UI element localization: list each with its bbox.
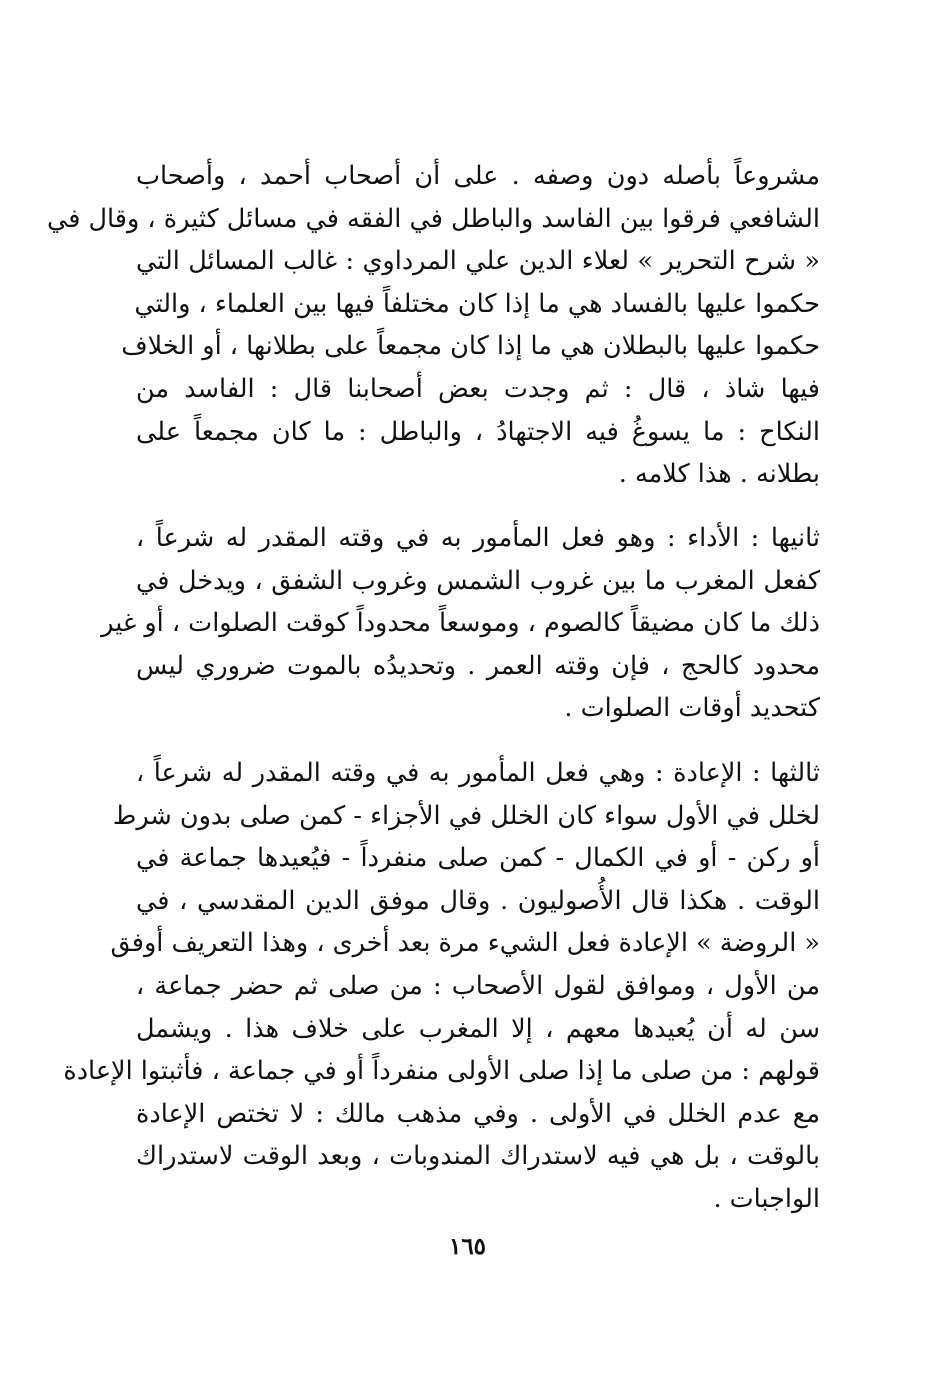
- text-line: « الروضة » الإعادة فعل الشيء مرة بعد أخرى ، وهذا التعريف أوفق: [110, 928, 820, 959]
- text-line: قولهم : من صلى ما إذا صلى الأولى منفرداً أو في جماعة ، فأثبتوا الإعادة: [63, 1056, 820, 1087]
- text-line: بطلانه . هذا كلامه .: [618, 459, 820, 490]
- text-line: مشروعاً بأصله دون وصفه . على أن أصحاب أحمد ، وأصحاب: [136, 161, 820, 191]
- text-line: كتحديد أوقات الصلوات .: [564, 693, 820, 724]
- text-line: بالوقت ، بل هي فيه لاستدراك المندوبات ، وبعد الوقت لاستدراك: [136, 1141, 820, 1172]
- text-line: الشافعي فرقوا بين الفاسد والباطل في الفقه في مسائل كثيرة ، وقال في: [46, 203, 820, 234]
- text-line: الواجبات .: [713, 1183, 820, 1214]
- page-number: ١٦٥: [448, 1233, 487, 1260]
- text-line: الوقت . هكذا قال الأُصوليون . وقال موفق الدين المقدسي ، في: [136, 885, 820, 916]
- text-line: « شرح التحرير » لعلاء الدين علي المرداوي : غالب المسائل التي: [136, 246, 820, 277]
- text-line: ثالثها : الإعادة : وهي فعل المأمور به في وقته المقدر له شرعاً ،: [136, 758, 820, 788]
- text-line: حكموا عليها بالفساد هي ما إذا كان مختلفاً فيها بين العلماء ، والتي: [134, 288, 820, 319]
- text-line: كفعل المغرب ما بين غروب الشمس وغروب الشفق ، ويدخل في: [136, 565, 820, 596]
- text-line: ثانيها : الأداء : وهو فعل المأمور به في وقته المقدر له شرعاً ،: [136, 523, 820, 553]
- text-line: لخلل في الأول سواء كان الخلل في الأجزاء - كمن صلى بدون شرط: [112, 800, 820, 831]
- text-line: فيها شاذ ، قال : ثم وجدت بعض أصحابنا قال : الفاسد من: [136, 373, 820, 404]
- text-line: سن له أن يُعيدها معهم ، إلا المغرب على خلاف هذا . ويشمل: [136, 1013, 820, 1044]
- text-line: ذلك ما كان مضيقاً كالصوم ، وموسعاً محدوداً كوقت الصلوات ، أو غير: [101, 608, 820, 639]
- paragraph-3: [63, 752, 820, 1221]
- text-line: مع عدم الخلل في الأولى . وفي مذهب مالك : لا تختص الإعادة: [136, 1098, 820, 1129]
- paragraph-1: [46, 155, 820, 496]
- text-line: حكموا عليها بالبطلان هي ما إذا كان مجمعاً على بطلانها ، أو الخلاف: [121, 331, 820, 362]
- paragraph-2: [101, 517, 820, 730]
- text-line: النكاح : ما يسوغُ فيه الاجتهادُ ، والباطل : ما كان مجمعاً على: [136, 416, 820, 447]
- text-line: من الأول ، وموافق لقول الأصحاب : من صلى ثم حضر جماعة ،: [136, 970, 820, 1001]
- text-line: أو ركن - أو في الكمال - كمن صلى منفرداً - فيُعيدها جماعة في: [136, 843, 820, 874]
- text-line: محدود كالحج ، فإن وقته العمر . وتحديدُه بالموت ضروري ليس: [136, 650, 820, 681]
